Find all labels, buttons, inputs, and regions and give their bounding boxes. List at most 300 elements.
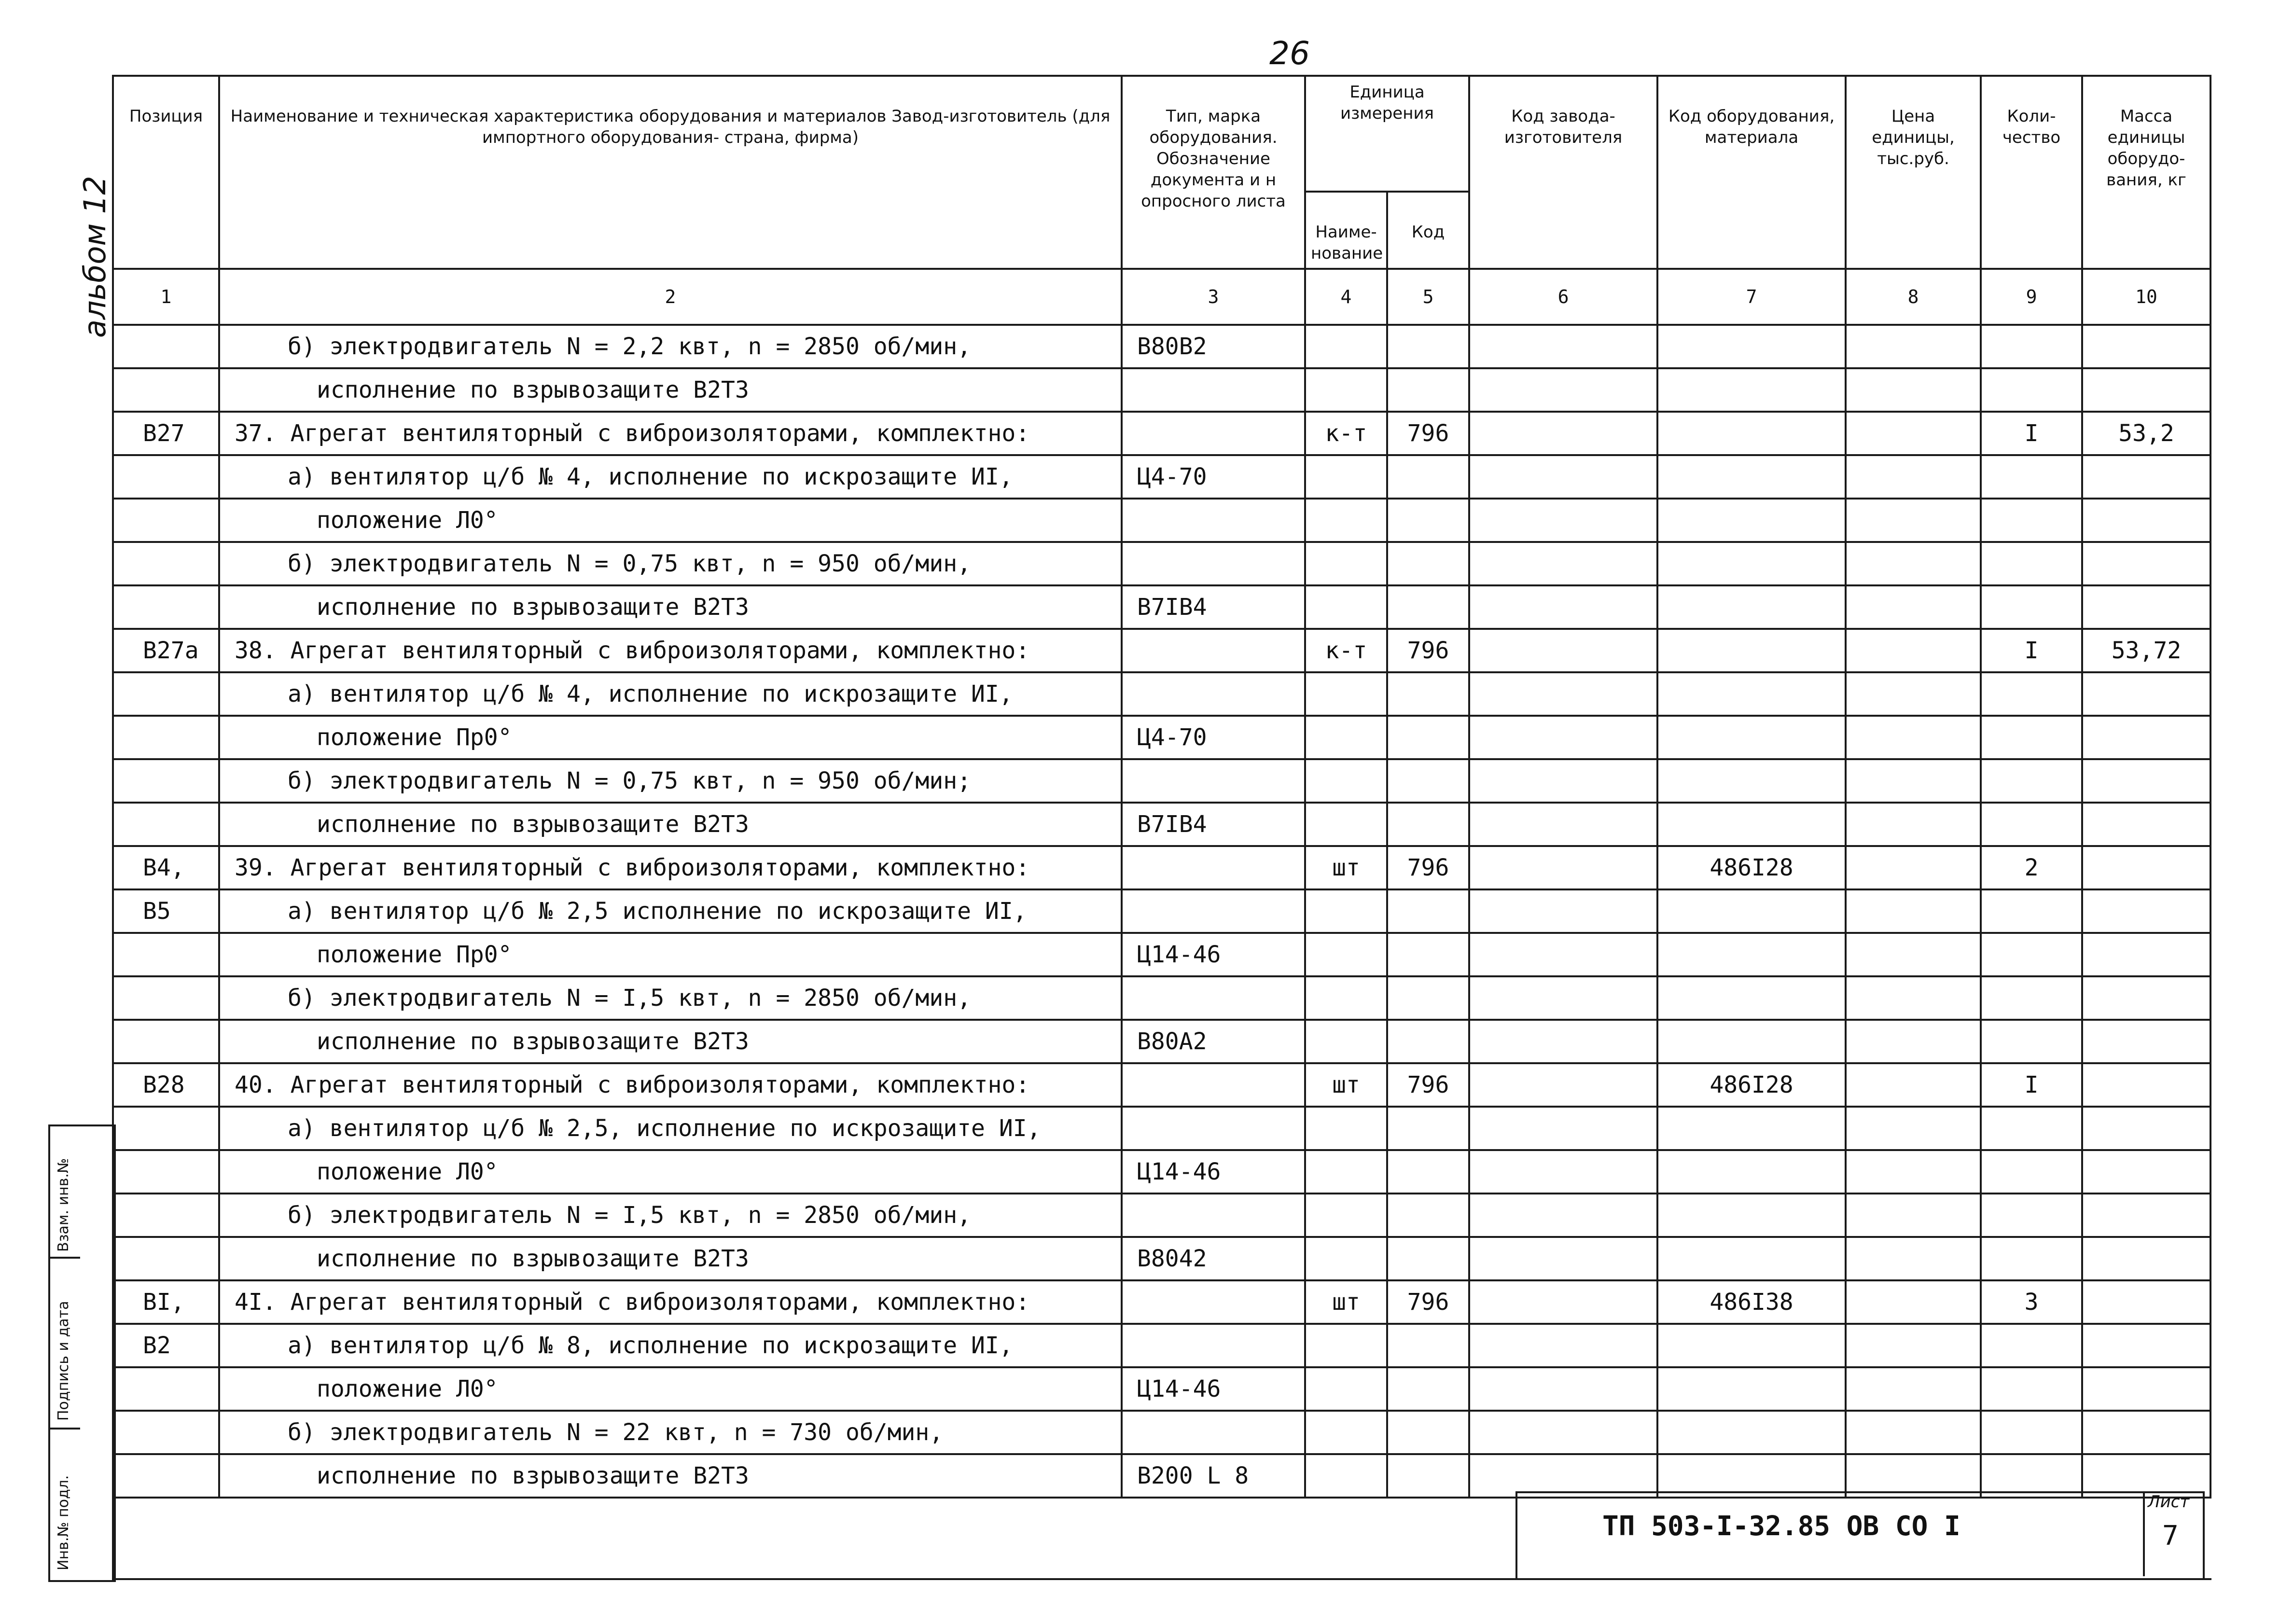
mass-cell	[2082, 889, 2210, 933]
equipment-code-cell	[1657, 716, 1846, 759]
table-row	[113, 1020, 2210, 1063]
type-cell	[1122, 1280, 1305, 1324]
price-cell	[1846, 846, 1981, 889]
table-row	[113, 629, 2210, 672]
factory-code-cell	[1469, 585, 1657, 629]
unit-name-cell	[1305, 1411, 1387, 1454]
quantity-cell: I	[1981, 412, 2082, 455]
name-cell: исполнение по взрывозащите В2Т3	[219, 1020, 1122, 1063]
name-cell: 37. Агрегат вентиляторный с виброизоляторами, комплектно:	[219, 412, 1122, 455]
sheet-label: Лист	[2148, 1492, 2190, 1512]
unit-name-cell	[1305, 325, 1387, 368]
unit-name-cell	[1305, 1194, 1387, 1237]
quantity-cell	[1981, 672, 2082, 716]
price-cell	[1846, 1324, 1981, 1367]
factory-code-cell	[1469, 716, 1657, 759]
mass-cell	[2082, 455, 2210, 499]
quantity-cell	[1981, 455, 2082, 499]
type-cell: В200 L 8	[1122, 1454, 1305, 1498]
price-cell	[1846, 759, 1981, 803]
unit-name-cell: шт	[1305, 846, 1387, 889]
name-cell: а) вентилятор ц/б № 8, исполнение по искрозащите ИI,	[219, 1324, 1122, 1367]
name-cell: а) вентилятор ц/б № 4, исполнение по искрозащите ИI,	[219, 672, 1122, 716]
price-cell	[1846, 1194, 1981, 1237]
type-cell: В7IВ4	[1122, 585, 1305, 629]
equipment-code-cell	[1657, 542, 1846, 585]
type-cell	[1122, 1107, 1305, 1150]
sheet-number: 7	[2162, 1520, 2179, 1552]
mass-cell	[2082, 1107, 2210, 1150]
mass-cell	[2082, 1237, 2210, 1280]
quantity-cell	[1981, 1194, 2082, 1237]
type-cell	[1122, 1324, 1305, 1367]
mass-cell	[2082, 585, 2210, 629]
table-row	[113, 976, 2210, 1020]
mass-cell	[2082, 1194, 2210, 1237]
header-position: Позиция	[113, 76, 219, 269]
header-price: Цена единицы, тыс.руб.	[1846, 76, 1981, 269]
name-cell: 39. Агрегат вентиляторный с виброизоляторами, комплектно:	[219, 846, 1122, 889]
table-row	[113, 803, 2210, 846]
unit-code-cell	[1387, 716, 1469, 759]
type-cell: Ц14-46	[1122, 933, 1305, 976]
unit-name-cell	[1305, 759, 1387, 803]
table-row	[113, 542, 2210, 585]
position-cell	[113, 716, 219, 759]
quantity-cell	[1981, 1020, 2082, 1063]
column-number: 4	[1305, 269, 1387, 325]
type-cell	[1122, 889, 1305, 933]
mass-cell: 53,2	[2082, 412, 2210, 455]
price-cell	[1846, 889, 1981, 933]
position-cell	[113, 1367, 219, 1411]
type-cell: Ц14-46	[1122, 1150, 1305, 1194]
name-cell: положение Л0°	[219, 1150, 1122, 1194]
price-cell	[1846, 1411, 1981, 1454]
column-number: 3	[1122, 269, 1305, 325]
position-cell	[113, 368, 219, 412]
position-cell	[113, 1020, 219, 1063]
factory-code-cell	[1469, 455, 1657, 499]
factory-code-cell	[1469, 803, 1657, 846]
unit-code-cell	[1387, 585, 1469, 629]
price-cell	[1846, 1237, 1981, 1280]
unit-name-cell: к-т	[1305, 629, 1387, 672]
price-cell	[1846, 1107, 1981, 1150]
equipment-code-cell	[1657, 1324, 1846, 1367]
mass-cell	[2082, 499, 2210, 542]
price-cell	[1846, 1280, 1981, 1324]
factory-code-cell	[1469, 542, 1657, 585]
unit-code-cell	[1387, 455, 1469, 499]
quantity-cell	[1981, 803, 2082, 846]
unit-code-cell	[1387, 1194, 1469, 1237]
name-cell: б) электродвигатель N = 0,75 квт, n = 950 об/мин;	[219, 759, 1122, 803]
factory-code-cell	[1469, 672, 1657, 716]
mass-cell	[2082, 1063, 2210, 1107]
unit-code-cell	[1387, 976, 1469, 1020]
type-cell	[1122, 759, 1305, 803]
factory-code-cell	[1469, 1280, 1657, 1324]
unit-name-cell	[1305, 1237, 1387, 1280]
price-cell	[1846, 1150, 1981, 1194]
price-cell	[1846, 803, 1981, 846]
quantity-cell	[1981, 1411, 2082, 1454]
price-cell	[1846, 585, 1981, 629]
quantity-cell	[1981, 1367, 2082, 1411]
factory-code-cell	[1469, 1150, 1657, 1194]
quantity-cell	[1981, 1107, 2082, 1150]
unit-code-cell: 796	[1387, 1063, 1469, 1107]
name-cell: 38. Агрегат вентиляторный с виброизоляторами, комплектно:	[219, 629, 1122, 672]
quantity-cell	[1981, 585, 2082, 629]
unit-code-cell	[1387, 759, 1469, 803]
mass-cell	[2082, 1280, 2210, 1324]
header-equipment-code: Код оборудования, материала	[1657, 76, 1846, 269]
type-cell: Ц4-70	[1122, 455, 1305, 499]
table-row	[113, 325, 2210, 368]
unit-code-cell	[1387, 889, 1469, 933]
equipment-code-cell	[1657, 976, 1846, 1020]
unit-code-cell: 796	[1387, 412, 1469, 455]
header-name: Наименование и техническая характеристика оборудования и материалов Завод-изготовитель (для импортного оборудования- страна, фирма)	[219, 76, 1122, 269]
stamp-inv-orig: Инв.№ подл.	[55, 1475, 72, 1570]
equipment-code-cell	[1657, 1411, 1846, 1454]
mass-cell	[2082, 803, 2210, 846]
price-cell	[1846, 1367, 1981, 1411]
name-cell: б) электродвигатель N = I,5 квт, n = 2850 об/мин,	[219, 1194, 1122, 1237]
table-row	[113, 1063, 2210, 1107]
name-cell: положение Л0°	[219, 499, 1122, 542]
stamp-sign-date: Подпись и дата	[55, 1301, 72, 1421]
column-number: 10	[2082, 269, 2210, 325]
price-cell	[1846, 412, 1981, 455]
unit-code-cell	[1387, 1324, 1469, 1367]
quantity-cell	[1981, 542, 2082, 585]
unit-code-cell	[1387, 325, 1469, 368]
unit-name-cell	[1305, 672, 1387, 716]
unit-name-cell	[1305, 1324, 1387, 1367]
table-row	[113, 889, 2210, 933]
quantity-cell	[1981, 1150, 2082, 1194]
equipment-code-cell: 486I28	[1657, 1063, 1846, 1107]
equipment-code-cell	[1657, 1020, 1846, 1063]
position-cell: В5	[113, 889, 219, 933]
quantity-cell	[1981, 759, 2082, 803]
equipment-code-cell	[1657, 1194, 1846, 1237]
name-cell: исполнение по взрывозащите В2Т3	[219, 368, 1122, 412]
header-type: Тип, марка оборудования. Обозначение документа и н опросного листа	[1122, 76, 1305, 269]
unit-name-cell	[1305, 889, 1387, 933]
factory-code-cell	[1469, 1411, 1657, 1454]
type-cell: Ц14-46	[1122, 1367, 1305, 1411]
type-cell	[1122, 542, 1305, 585]
quantity-cell: 2	[1981, 846, 2082, 889]
name-cell: исполнение по взрывозащите В2Т3	[219, 585, 1122, 629]
mass-cell: 53,72	[2082, 629, 2210, 672]
factory-code-cell	[1469, 325, 1657, 368]
table-row	[113, 716, 2210, 759]
unit-name-cell	[1305, 1150, 1387, 1194]
equipment-code-cell	[1657, 1367, 1846, 1411]
equipment-code-cell: 486I28	[1657, 846, 1846, 889]
name-cell: 40. Агрегат вентиляторный с виброизоляторами, комплектно:	[219, 1063, 1122, 1107]
table-row	[113, 585, 2210, 629]
table-row	[113, 412, 2210, 455]
column-number: 5	[1387, 269, 1469, 325]
unit-name-cell: шт	[1305, 1063, 1387, 1107]
type-cell	[1122, 499, 1305, 542]
type-cell: В80В2	[1122, 325, 1305, 368]
unit-code-cell	[1387, 499, 1469, 542]
type-cell	[1122, 846, 1305, 889]
price-cell	[1846, 368, 1981, 412]
position-cell	[113, 672, 219, 716]
price-cell	[1846, 716, 1981, 759]
factory-code-cell	[1469, 933, 1657, 976]
mass-cell	[2082, 672, 2210, 716]
price-cell	[1846, 455, 1981, 499]
column-number: 9	[1981, 269, 2082, 325]
header-mass: Масса единицы оборудо-вания, кг	[2082, 76, 2210, 269]
equipment-code-cell	[1657, 499, 1846, 542]
table-row	[113, 368, 2210, 412]
table-row	[113, 499, 2210, 542]
unit-code-cell	[1387, 1107, 1469, 1150]
equipment-code-cell	[1657, 759, 1846, 803]
column-number: 7	[1657, 269, 1846, 325]
mass-cell	[2082, 759, 2210, 803]
column-number: 1	[113, 269, 219, 325]
position-cell	[113, 1194, 219, 1237]
price-cell	[1846, 542, 1981, 585]
quantity-cell	[1981, 368, 2082, 412]
equipment-code-cell	[1657, 629, 1846, 672]
table-row	[113, 759, 2210, 803]
name-cell: положение Пр0°	[219, 716, 1122, 759]
mass-cell	[2082, 1411, 2210, 1454]
table-row	[113, 1237, 2210, 1280]
unit-code-cell: 796	[1387, 629, 1469, 672]
position-cell: В2	[113, 1324, 219, 1367]
unit-code-cell	[1387, 1237, 1469, 1280]
header-quantity: Коли-чество	[1981, 76, 2082, 269]
position-cell	[113, 976, 219, 1020]
unit-code-cell	[1387, 672, 1469, 716]
type-cell	[1122, 1411, 1305, 1454]
position-cell	[113, 455, 219, 499]
factory-code-cell	[1469, 889, 1657, 933]
quantity-cell	[1981, 889, 2082, 933]
mass-cell	[2082, 1020, 2210, 1063]
name-cell: а) вентилятор ц/б № 2,5 исполнение по искрозащите ИI,	[219, 889, 1122, 933]
unit-name-cell	[1305, 933, 1387, 976]
page-number: 26	[1269, 35, 1310, 72]
table-row	[113, 1324, 2210, 1367]
header-unit-name: Наиме-нование	[1305, 192, 1387, 269]
quantity-cell	[1981, 716, 2082, 759]
mass-cell	[2082, 846, 2210, 889]
equipment-code-cell	[1657, 412, 1846, 455]
price-cell	[1846, 672, 1981, 716]
factory-code-cell	[1469, 368, 1657, 412]
mass-cell	[2082, 542, 2210, 585]
mass-cell	[2082, 1367, 2210, 1411]
header-unit-code: Код	[1387, 192, 1469, 269]
unit-name-cell	[1305, 1020, 1387, 1063]
quantity-cell	[1981, 1324, 2082, 1367]
factory-code-cell	[1469, 1194, 1657, 1237]
type-cell: В7IВ4	[1122, 803, 1305, 846]
album-label: альбом 12	[77, 176, 112, 338]
type-cell	[1122, 1194, 1305, 1237]
quantity-cell	[1981, 1237, 2082, 1280]
name-cell: б) электродвигатель N = 2,2 квт, n = 2850 об/мин,	[219, 325, 1122, 368]
type-cell	[1122, 976, 1305, 1020]
mass-cell	[2082, 325, 2210, 368]
equipment-code-cell	[1657, 803, 1846, 846]
price-cell	[1846, 629, 1981, 672]
name-cell: б) электродвигатель N = 22 квт, n = 730 об/мин,	[219, 1411, 1122, 1454]
quantity-cell: I	[1981, 629, 2082, 672]
type-cell	[1122, 1063, 1305, 1107]
table-row	[113, 672, 2210, 716]
unit-code-cell	[1387, 803, 1469, 846]
type-cell	[1122, 629, 1305, 672]
position-cell	[113, 1107, 219, 1150]
position-cell	[113, 1237, 219, 1280]
column-number: 8	[1846, 269, 1981, 325]
type-cell	[1122, 672, 1305, 716]
name-cell: б) электродвигатель N = 0,75 квт, n = 950 об/мин,	[219, 542, 1122, 585]
position-cell	[113, 325, 219, 368]
unit-code-cell	[1387, 1411, 1469, 1454]
factory-code-cell	[1469, 1367, 1657, 1411]
unit-code-cell: 796	[1387, 1280, 1469, 1324]
specification-table	[112, 75, 2211, 1499]
unit-name-cell: шт	[1305, 1280, 1387, 1324]
unit-code-cell	[1387, 542, 1469, 585]
name-cell: положение Л0°	[219, 1367, 1122, 1411]
name-cell: а) вентилятор ц/б № 4, исполнение по искрозащите ИI,	[219, 455, 1122, 499]
unit-name-cell	[1305, 716, 1387, 759]
equipment-code-cell: 486I38	[1657, 1280, 1846, 1324]
type-cell	[1122, 368, 1305, 412]
factory-code-cell	[1469, 629, 1657, 672]
name-cell: исполнение по взрывозащите В2Т3	[219, 803, 1122, 846]
table-row	[113, 1411, 2210, 1454]
name-cell: исполнение по взрывозащите В2Т3	[219, 1454, 1122, 1498]
unit-code-cell	[1387, 933, 1469, 976]
quantity-cell: I	[1981, 1063, 2082, 1107]
table-row	[113, 1107, 2210, 1150]
table-row	[113, 455, 2210, 499]
unit-name-cell	[1305, 585, 1387, 629]
unit-name-cell: к-т	[1305, 412, 1387, 455]
unit-name-cell	[1305, 976, 1387, 1020]
price-cell	[1846, 1063, 1981, 1107]
name-cell: исполнение по взрывозащите В2Т3	[219, 1237, 1122, 1280]
unit-name-cell	[1305, 455, 1387, 499]
table-row	[113, 1194, 2210, 1237]
name-cell: б) электродвигатель N = I,5 квт, n = 2850 об/мин,	[219, 976, 1122, 1020]
position-cell	[113, 1411, 219, 1454]
mass-cell	[2082, 368, 2210, 412]
equipment-code-cell	[1657, 1237, 1846, 1280]
equipment-code-cell	[1657, 325, 1846, 368]
table-row	[113, 1150, 2210, 1194]
mass-cell	[2082, 716, 2210, 759]
equipment-code-cell	[1657, 1150, 1846, 1194]
equipment-code-cell	[1657, 672, 1846, 716]
mass-cell	[2082, 976, 2210, 1020]
unit-code-cell	[1387, 368, 1469, 412]
header-unit: Единица измерения	[1305, 76, 1469, 192]
unit-name-cell	[1305, 803, 1387, 846]
quantity-cell	[1981, 499, 2082, 542]
table-row	[113, 1367, 2210, 1411]
unit-code-cell	[1387, 1020, 1469, 1063]
position-cell	[113, 542, 219, 585]
quantity-cell	[1981, 325, 2082, 368]
equipment-code-cell	[1657, 889, 1846, 933]
factory-code-cell	[1469, 976, 1657, 1020]
document-code: ТП 503-I-32.85 ОВ СО I	[1602, 1511, 1960, 1542]
position-cell	[113, 499, 219, 542]
factory-code-cell	[1469, 846, 1657, 889]
table-row	[113, 933, 2210, 976]
header-factory-code: Код завода-изготовителя	[1469, 76, 1657, 269]
factory-code-cell	[1469, 1020, 1657, 1063]
position-cell: В4,	[113, 846, 219, 889]
unit-name-cell	[1305, 1367, 1387, 1411]
column-numbers-row	[113, 269, 2210, 325]
table-row	[113, 846, 2210, 889]
factory-code-cell	[1469, 1237, 1657, 1280]
position-cell: В27а	[113, 629, 219, 672]
quantity-cell	[1981, 976, 2082, 1020]
position-cell	[113, 585, 219, 629]
equipment-code-cell	[1657, 585, 1846, 629]
name-cell: а) вентилятор ц/б № 2,5, исполнение по искрозащите ИI,	[219, 1107, 1122, 1150]
equipment-code-cell	[1657, 368, 1846, 412]
position-cell: В28	[113, 1063, 219, 1107]
mass-cell	[2082, 1150, 2210, 1194]
unit-name-cell	[1305, 542, 1387, 585]
price-cell	[1846, 325, 1981, 368]
unit-name-cell	[1305, 499, 1387, 542]
stamp-replace-inv: Взам. инв.№	[55, 1158, 72, 1252]
factory-code-cell	[1469, 499, 1657, 542]
unit-name-cell	[1305, 368, 1387, 412]
position-cell	[113, 803, 219, 846]
factory-code-cell	[1469, 412, 1657, 455]
price-cell	[1846, 933, 1981, 976]
position-cell: ВI,	[113, 1280, 219, 1324]
quantity-cell	[1981, 933, 2082, 976]
name-cell: 4I. Агрегат вентиляторный с виброизоляторами, комплектно:	[219, 1280, 1122, 1324]
type-cell: В80А2	[1122, 1020, 1305, 1063]
column-number: 6	[1469, 269, 1657, 325]
equipment-code-cell	[1657, 455, 1846, 499]
unit-code-cell: 796	[1387, 846, 1469, 889]
mass-cell	[2082, 1324, 2210, 1367]
price-cell	[1846, 976, 1981, 1020]
mass-cell	[2082, 933, 2210, 976]
quantity-cell: 3	[1981, 1280, 2082, 1324]
position-cell: В27	[113, 412, 219, 455]
column-number: 2	[219, 269, 1122, 325]
